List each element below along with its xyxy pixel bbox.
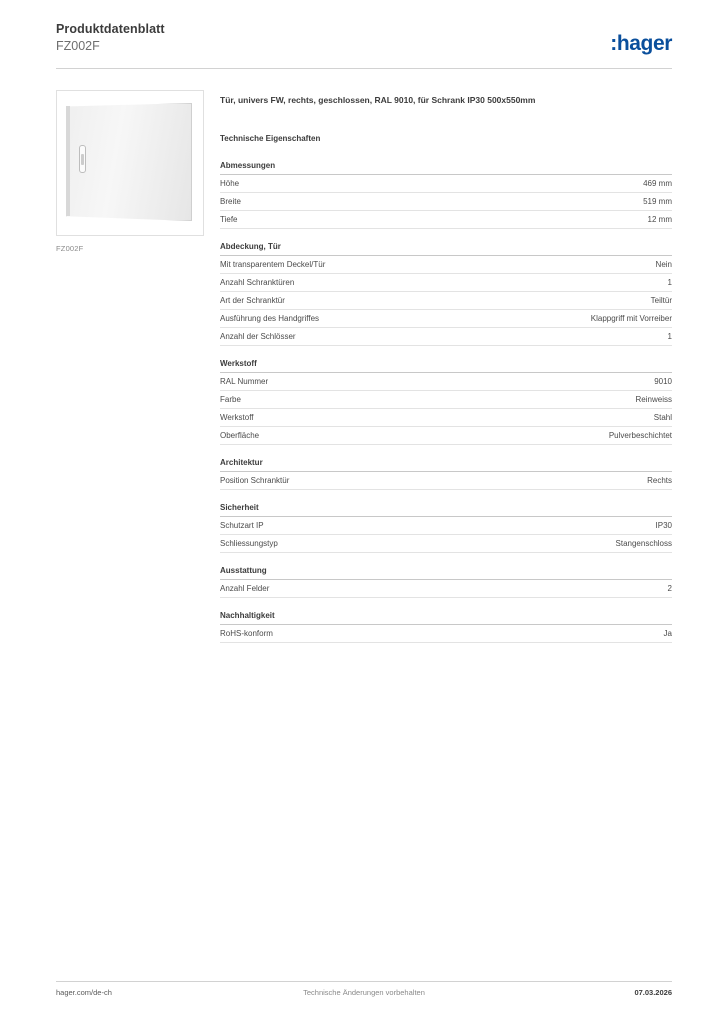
spec-row <box>220 292 672 310</box>
spec-group-title: Werkstoff <box>220 359 672 373</box>
spec-label: Anzahl Schranktüren <box>220 277 295 287</box>
logo-colon-icon: : <box>610 32 617 55</box>
spec-group-title: Sicherheit <box>220 503 672 517</box>
spec-value: 469 mm <box>643 178 672 188</box>
product-image-block <box>56 90 204 253</box>
spec-row <box>220 211 672 229</box>
product-reference: FZ002F <box>56 39 100 53</box>
spec-value: 2 <box>667 583 672 593</box>
spec-value: 1 <box>667 277 672 287</box>
door-edge-shape <box>66 106 70 216</box>
spec-value: Nein <box>655 259 672 269</box>
product-image-caption: FZ002F <box>56 244 84 253</box>
spec-label: Werkstoff <box>220 412 254 422</box>
spec-group-title: Abmessungen <box>220 161 672 175</box>
spec-label: Höhe <box>220 178 240 188</box>
spec-label: RoHS-konform <box>220 628 273 638</box>
spec-value: 1 <box>667 331 672 341</box>
spec-value: Reinweiss <box>635 394 672 404</box>
spec-group <box>220 242 672 346</box>
specifications-column <box>220 94 672 656</box>
hager-logo <box>610 32 672 56</box>
spec-label: Position Schranktür <box>220 475 290 485</box>
spec-label: Schliessungstyp <box>220 538 278 548</box>
spec-group-title: Ausstattung <box>220 566 672 580</box>
spec-row <box>220 409 672 427</box>
footer-date: 07.03.2026 <box>634 988 672 997</box>
spec-group <box>220 161 672 229</box>
spec-value: Teiltür <box>650 295 672 305</box>
spec-value: Stahl <box>653 412 672 422</box>
spec-row <box>220 193 672 211</box>
footer-divider <box>56 981 672 982</box>
spec-label: Anzahl der Schlösser <box>220 331 296 341</box>
spec-group-title: Abdeckung, Tür <box>220 242 672 256</box>
spec-label: Breite <box>220 196 241 206</box>
footer-disclaimer: Technische Änderungen vorbehalten <box>303 988 425 997</box>
spec-row <box>220 310 672 328</box>
spec-value: 12 mm <box>647 214 672 224</box>
header-divider <box>56 68 672 69</box>
page-footer <box>56 988 672 1002</box>
spec-groups <box>220 161 672 643</box>
door-handle-icon <box>79 145 86 173</box>
spec-group <box>220 503 672 553</box>
spec-label: Mit transparentem Deckel/Tür <box>220 259 326 269</box>
product-description: Tür, univers FW, rechts, geschlossen, RAL 9010, für Schrank IP30 500x550mm <box>220 95 536 105</box>
spec-row <box>220 472 672 490</box>
spec-label: Schutzart IP <box>220 520 264 530</box>
spec-row <box>220 175 672 193</box>
spec-label: Farbe <box>220 394 241 404</box>
spec-label: RAL Nummer <box>220 376 269 386</box>
spec-value: Stangenschloss <box>615 538 672 548</box>
product-illustration <box>66 103 194 223</box>
footer-website-link[interactable]: hager.com/de-ch <box>56 988 112 997</box>
spec-row <box>220 427 672 445</box>
page-header <box>56 22 672 66</box>
page-title: Produktdatenblatt <box>56 22 165 36</box>
spec-value: 519 mm <box>643 196 672 206</box>
spec-label: Ausführung des Handgriffes <box>220 313 320 323</box>
spec-row <box>220 328 672 346</box>
spec-label: Anzahl Felder <box>220 583 270 593</box>
specs-heading: Technische Eigenschaften <box>220 134 321 143</box>
spec-group <box>220 458 672 490</box>
spec-row <box>220 535 672 553</box>
spec-group-title: Nachhaltigkeit <box>220 611 672 625</box>
spec-row <box>220 274 672 292</box>
spec-value: Pulverbeschichtet <box>608 430 672 440</box>
spec-row <box>220 391 672 409</box>
spec-group <box>220 359 672 445</box>
spec-group <box>220 611 672 643</box>
spec-value: Klappgriff mit Vorreiber <box>590 313 672 323</box>
product-image-frame <box>56 90 204 236</box>
spec-row <box>220 517 672 535</box>
spec-value: IP30 <box>655 520 672 530</box>
spec-row <box>220 625 672 643</box>
spec-group <box>220 566 672 598</box>
spec-value: Ja <box>663 628 672 638</box>
spec-value: 9010 <box>654 376 672 386</box>
spec-row <box>220 580 672 598</box>
spec-group-title: Architektur <box>220 458 672 472</box>
spec-value: Rechts <box>647 475 672 485</box>
spec-label: Tiefe <box>220 214 238 224</box>
spec-label: Art der Schranktür <box>220 295 285 305</box>
spec-row <box>220 256 672 274</box>
logo-text: hager <box>616 32 672 55</box>
spec-row <box>220 373 672 391</box>
spec-label: Oberfläche <box>220 430 260 440</box>
